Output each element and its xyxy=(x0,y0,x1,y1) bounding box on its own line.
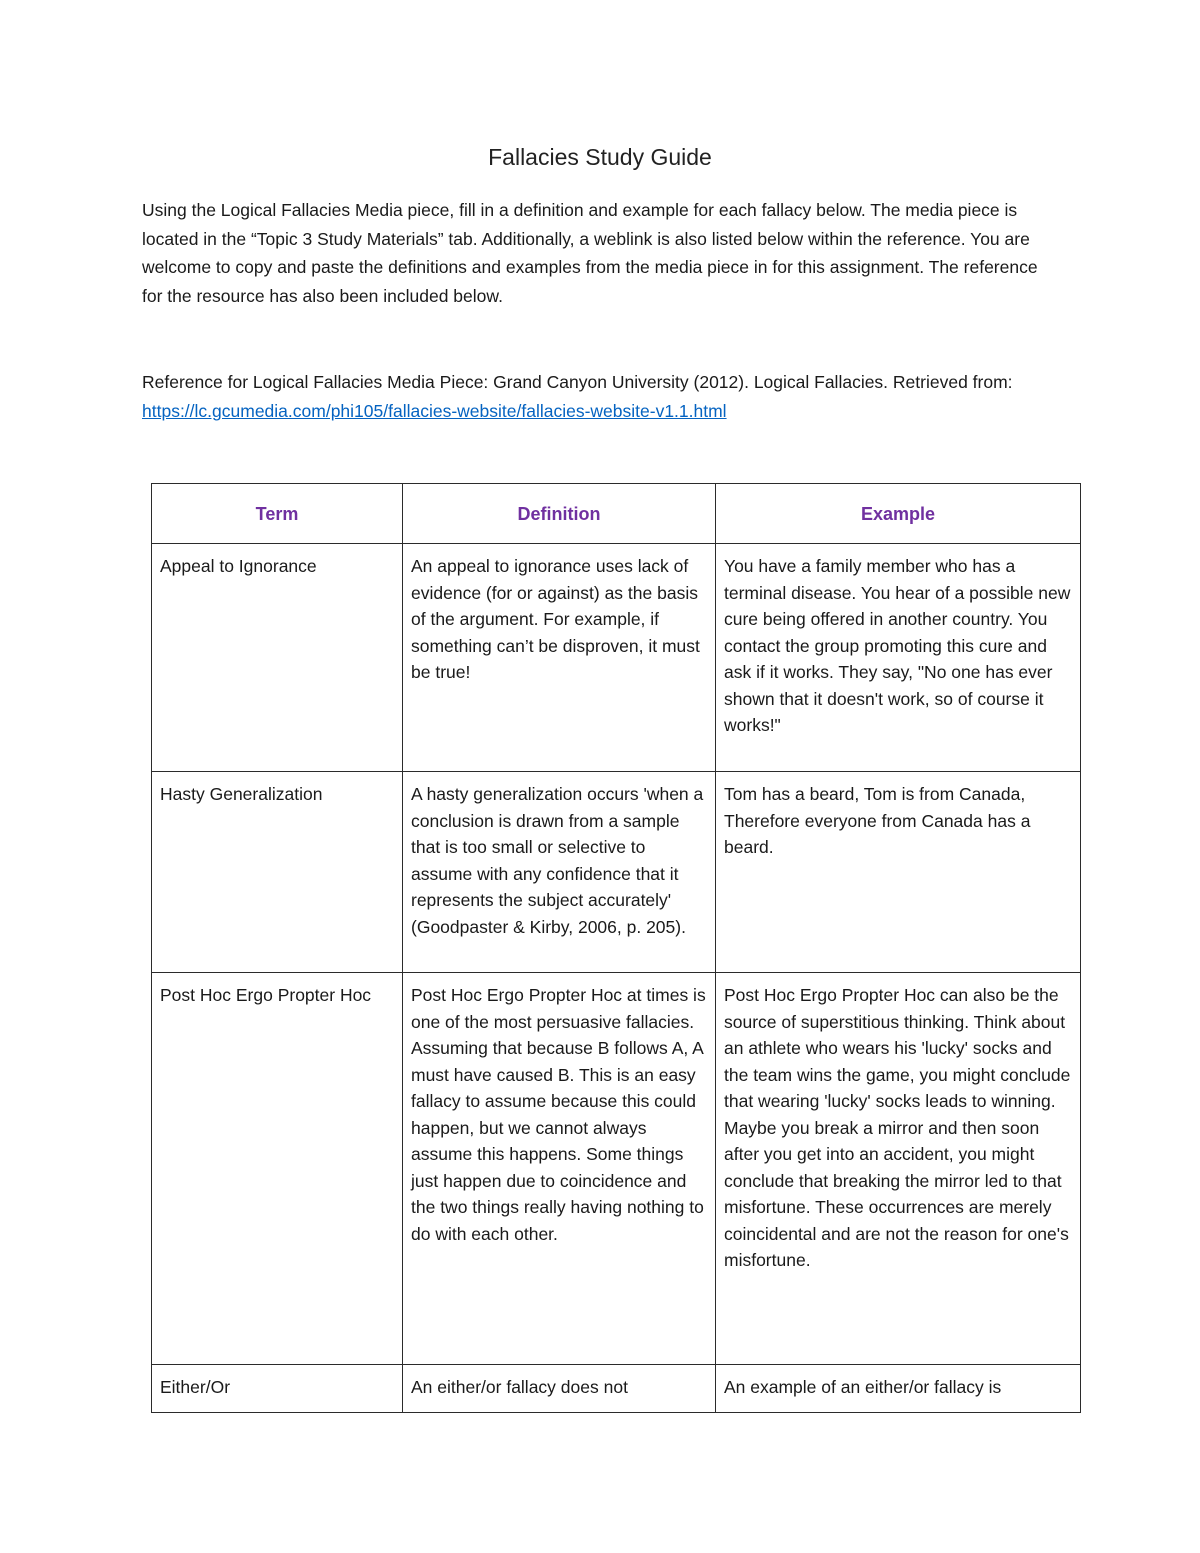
example-cell: Post Hoc Ergo Propter Hoc can also be the source of superstitious thinking. Think about an athlete who wears his 'lucky' socks and the team wins the game, you might conclude that wearing 'lucky' socks leads to winning. Maybe you break a mirror and then soon after you get into an accident, you might conclude that breaking the mirror led to that misfortune. These occurrences are merely coincidental and are not the reason for one's misfortune. xyxy=(716,973,1081,1365)
definition-cell: An either/or fallacy does not xyxy=(403,1365,716,1413)
term-cell: Appeal to Ignorance xyxy=(152,544,403,772)
header-term: Term xyxy=(152,484,403,544)
term-cell: Post Hoc Ergo Propter Hoc xyxy=(152,973,403,1365)
reference-link[interactable]: https://lc.gcumedia.com/phi105/fallacies-website/fallacies-website-v1.1.html xyxy=(142,400,727,421)
page-title: Fallacies Study Guide xyxy=(488,144,712,170)
table-row xyxy=(152,544,1081,772)
example-cell: An example of an either/or fallacy is xyxy=(716,1365,1081,1413)
example-cell: Tom has a beard, Tom is from Canada, Therefore everyone from Canada has a beard. xyxy=(716,772,1081,973)
definition-cell: A hasty generalization occurs 'when a conclusion is drawn from a sample that is too small or selective to assume with any confidence that it represents the subject accurately' (Goodpaster & Kirby, 2006, p. 205). xyxy=(403,772,716,973)
term-cell: Hasty Generalization xyxy=(152,772,403,973)
table-header-row xyxy=(152,484,1081,544)
definition-cell: An appeal to ignorance uses lack of evidence (for or against) as the basis of the argument. For example, if something can’t be disproven, it must be true! xyxy=(403,544,716,772)
reference-paragraph xyxy=(142,368,1082,425)
header-definition: Definition xyxy=(403,484,716,544)
reference-text: Reference for Logical Fallacies Media Piece: Grand Canyon University (2012). Logical Fallacies. Retrieved from: xyxy=(142,372,1013,392)
term-cell: Either/Or xyxy=(152,1365,403,1413)
header-example: Example xyxy=(716,484,1081,544)
intro-paragraph: Using the Logical Fallacies Media piece, fill in a definition and example for each fallacy below. The media piece is located in the “Topic 3 Study Materials” tab. Additionally, a weblink is also listed below within the reference. You are welcome to copy and paste the definitions and examples from the media piece in for this assignment. The reference for the resource has also been included below. xyxy=(142,200,1038,306)
table-row xyxy=(152,1365,1081,1413)
definition-cell: Post Hoc Ergo Propter Hoc at times is one of the most persuasive fallacies. Assuming that because B follows A, A must have caused B. This is an easy fallacy to assume because this could happen, but we cannot always assume this happens. Some things just happen due to coincidence and the two things really having nothing to do with each other. xyxy=(403,973,716,1365)
table-row xyxy=(152,973,1081,1365)
fallacies-table xyxy=(151,483,1081,1413)
example-cell: You have a family member who has a terminal disease. You hear of a possible new cure being offered in another country. You contact the group promoting this cure and ask if it works. They say, "No one has ever shown that it doesn't work, so of course it works!" xyxy=(716,544,1081,772)
table-row xyxy=(152,772,1081,973)
